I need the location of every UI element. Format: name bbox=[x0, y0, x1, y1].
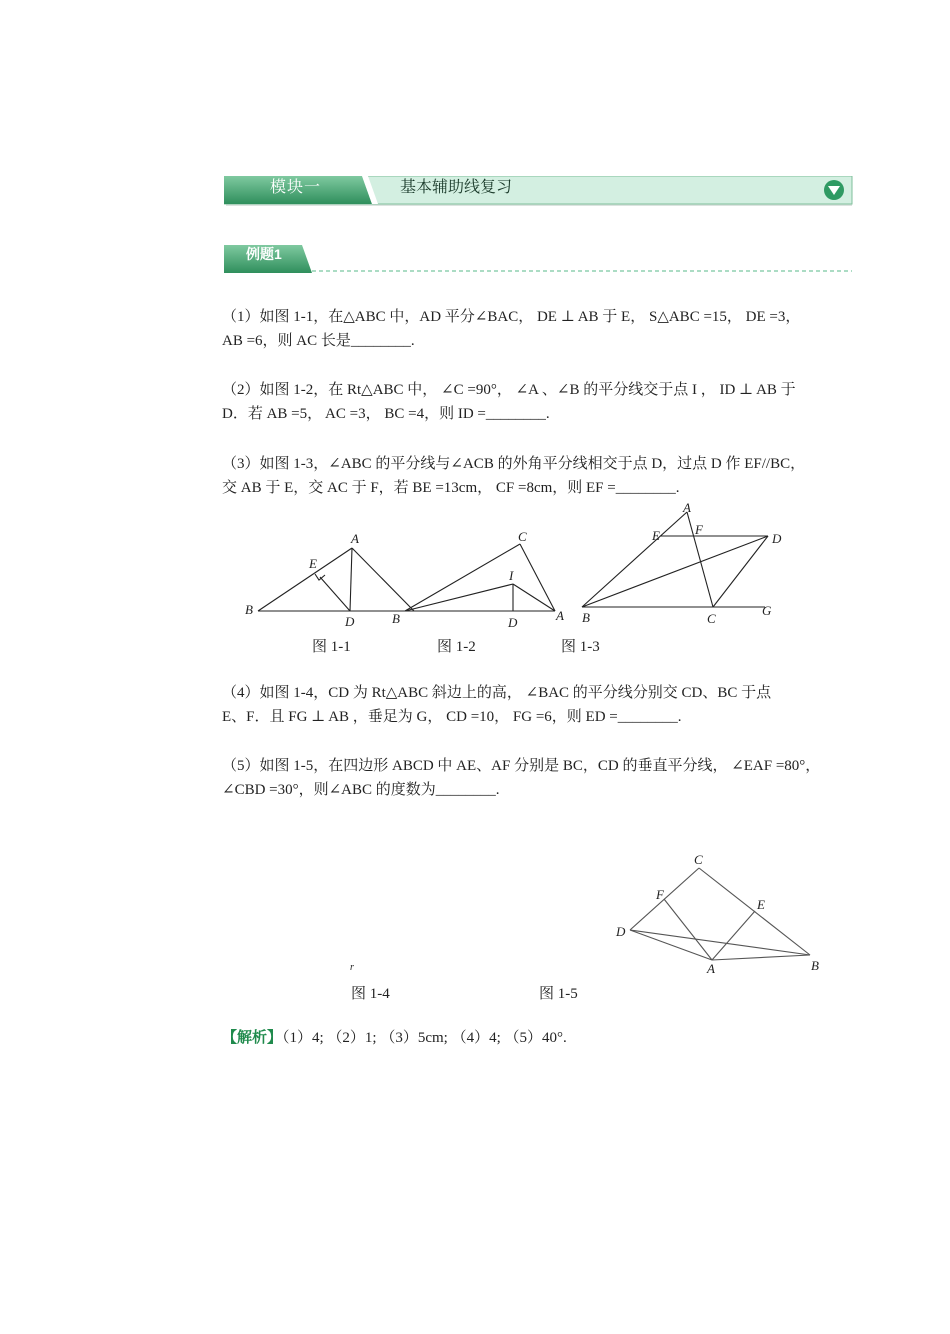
fig11-label-E: E bbox=[309, 556, 317, 571]
fig12-label-C: C bbox=[518, 529, 527, 544]
problem-5 bbox=[222, 754, 862, 802]
fig11-label-B: B bbox=[245, 602, 253, 617]
fig15-label-A: A bbox=[707, 961, 715, 976]
problem-3-line-2: 交 AB 于 E，交 AC 于 F，若 BE =13cm， CF =8cm，则 EF =________. bbox=[222, 480, 680, 496]
fig13-label-G: G bbox=[762, 603, 772, 618]
problem-2 bbox=[222, 378, 862, 426]
answer-text: （1）4; （2）1; （3）5cm; （4）4; （5）40°. bbox=[282, 1030, 567, 1046]
problem-3-line-1: （3）如图 1-3，∠ABC 的平分线与∠ACB 的外角平分线相交于点 D，过点 D 作 EF//BC， bbox=[222, 456, 806, 472]
problem-4-line-2: E、F．且 FG ⊥ AB ，垂足为 G， CD =10， FG =6，则 ED =________. bbox=[222, 709, 682, 725]
fig13-label-B: B bbox=[582, 610, 590, 625]
fig11-caption: 图 1-1 bbox=[312, 639, 351, 655]
module-title: 基本辅助线复习 bbox=[400, 179, 513, 196]
fig13-label-E: E bbox=[652, 528, 660, 543]
fig14-caption: 图 1-4 bbox=[351, 986, 390, 1002]
fig12-label-A: A bbox=[556, 608, 564, 623]
problem-1 bbox=[222, 305, 862, 353]
fig15-caption: 图 1-5 bbox=[539, 986, 578, 1002]
figure-1-5 bbox=[600, 845, 830, 980]
problem-4-line-1: （4）如图 1-4，CD 为 Rt△ABC 斜边上的高， ∠BAC 的平分线分别交 CD、BC 于点 bbox=[222, 685, 772, 701]
problem-5-line-2: ∠CBD =30°，则∠ABC 的度数为________. bbox=[222, 782, 500, 798]
fig12-label-D: D bbox=[508, 615, 518, 630]
fig13-label-C: C bbox=[707, 611, 716, 626]
fig12-label-B: B bbox=[392, 611, 400, 626]
fig11-label-D: D bbox=[345, 614, 355, 629]
answer-tag: 【解析】 bbox=[222, 1030, 283, 1046]
problem-3 bbox=[222, 452, 862, 500]
fig13-caption: 图 1-3 bbox=[561, 639, 600, 655]
problem-2-line-2: D．若 AB =5， AC =3， BC =4，则 ID =________. bbox=[222, 406, 550, 422]
fig13-label-F: F bbox=[695, 522, 703, 537]
problem-2-line-1: （2）如图 1-2，在 Rt△ABC 中， ∠C =90°， ∠A 、∠B 的平分线交于点 I ， ID ⊥ AB 于 bbox=[222, 382, 796, 398]
fig11-label-A: A bbox=[351, 531, 359, 546]
fig14-mark: r bbox=[350, 962, 354, 973]
fig15-label-F: F bbox=[656, 887, 664, 902]
fig15-label-E: E bbox=[757, 897, 765, 912]
problem-4 bbox=[222, 681, 862, 729]
problem-5-line-1: （5）如图 1-5，在四边形 ABCD 中 AE、AF 分别是 BC，CD 的垂直平分线， ∠EAF =80°， bbox=[222, 758, 821, 774]
problem-1-line-1: （1）如图 1-1，在△ABC 中，AD 平分∠BAC， DE ⊥ AB 于 E， S△ABC =15， DE =3， bbox=[222, 309, 801, 325]
fig15-label-D: D bbox=[616, 924, 626, 939]
module-label: 模块一 bbox=[270, 179, 322, 196]
fig12-caption: 图 1-2 bbox=[437, 639, 476, 655]
fig13-label-D: D bbox=[772, 531, 782, 546]
problem-1-line-2: AB =6，则 AC 长是________. bbox=[222, 333, 415, 349]
fig12-label-I: I bbox=[509, 568, 514, 583]
example-tab bbox=[224, 245, 856, 280]
answer-line bbox=[222, 1026, 567, 1047]
fig13-label-A: A bbox=[683, 500, 691, 515]
figures-row-1 bbox=[240, 498, 800, 633]
fig15-label-B: B bbox=[811, 958, 819, 973]
fig15-label-C: C bbox=[694, 852, 703, 867]
example-label: 例题1 bbox=[246, 246, 282, 262]
